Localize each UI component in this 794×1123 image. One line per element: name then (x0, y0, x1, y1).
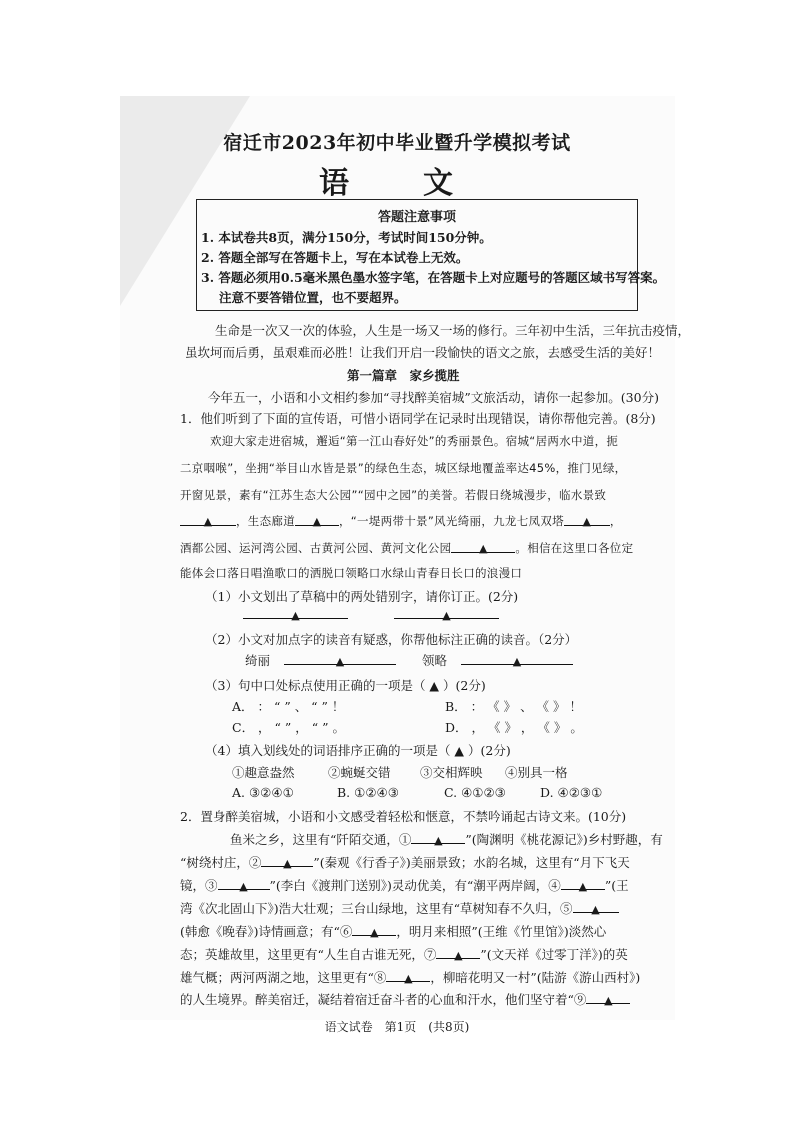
answer-blank[interactable]: ▲ (386, 970, 430, 982)
answer-blank[interactable]: ▲ (573, 901, 619, 913)
answer-blank[interactable]: ▲ (394, 607, 499, 619)
q2-line: 雄气概；两河两湖之地，这里更有“⑧ ▲ ，柳暗花明又一村”(陆游《游山西村》) (180, 970, 641, 985)
answer-blank[interactable]: ▲ (561, 878, 605, 890)
order-choice: C. ④①②③ (444, 785, 506, 800)
answer-blank[interactable]: ▲ (180, 514, 236, 526)
word-option: ③交相辉映 (420, 765, 483, 780)
answer-blank[interactable]: ▲ (243, 607, 348, 619)
q1-stem: 1．他们听到了下面的宣传语，可惜小语同学在记录时出现错误，请你帮他完善。(8分) (180, 411, 656, 426)
notice-box (196, 199, 666, 311)
q2-line: 态；英雄故里，这里更有“人生自古谁无死，⑦ ▲ ”(文天祥《过零丁洋》)的英 (180, 947, 628, 962)
q2-line: 鱼米之乡，这里有“阡陌交通，① ▲ ”(陶渊明《桃花源记》)乡村野趣，有 (205, 832, 663, 847)
exam-title: 宿迁市2023年初中毕业暨升学模拟考试 (223, 132, 571, 154)
answer-blank[interactable]: ▲ (295, 514, 339, 526)
answer-blank[interactable]: ▲ (218, 878, 270, 890)
word-option: ④别具一格 (505, 765, 568, 780)
subject-title: 语 文 (319, 166, 475, 201)
choice-c: C． ， “ ” ， “ ” 。 (232, 720, 345, 735)
answer-blank[interactable]: ▲ (411, 832, 465, 844)
q2-stem: 2．置身醉美宿城，小语和小文感受着轻松和惬意，不禁吟诵起古诗文来。(10分) (180, 809, 627, 824)
choice-a: A． ： “ ” 、 “ ” ！ (232, 699, 345, 714)
answer-blank[interactable]: ▲ (352, 924, 396, 936)
answer-blank[interactable]: ▲ (586, 992, 630, 1004)
answer-blank[interactable]: ▲ (451, 541, 515, 553)
answer-blank[interactable]: ▲ (564, 514, 610, 526)
answer-row (243, 607, 499, 622)
choice-b: B． ： 《 》 、 《 》 ！ (445, 699, 582, 714)
reading-row: 绮丽 ▲ 领略 ▲ (245, 651, 573, 669)
draft-line: 开窗见景，素有“江苏生态大公园”“园中之园”的美誉。若假日绕城漫步，临水景致 (180, 488, 607, 502)
order-choice: B. ①②④③ (337, 785, 399, 800)
q2-line: (韩愈《晚春》)诗情画意；有“⑥ ▲ ，明月来相照”(王维《竹里馆》)淡然心 (180, 924, 607, 939)
notice-heading: 答题注意事项 (377, 210, 456, 225)
draft-line: 二京咽喉”，坐拥“举目山水皆是景”的绿色生态，城区绿地覆盖率达45%，推门见绿， (180, 461, 627, 475)
notice-item: 3. 答题必须用0.5毫米黑色墨水签字笔，在答题卡上对应题号的答题区域书写答案。 (201, 270, 666, 285)
draft-line: 酒都公园、运河湾公园、古黄河公园、黄河文化公园 ▲ 。相信在这里口各位定 (180, 541, 634, 555)
q1-sub2: （2）小文对加点字的读音有疑惑，你帮他标注正确的读音。（2分） (205, 632, 578, 647)
word-option: ①趣意盎然 (232, 765, 295, 780)
notice-item: 2. 答题全部写在答题卡上，写在本试卷上无效。 (201, 250, 469, 265)
q1-sub4: （4）填入划线处的词语排序正确的一项是（ ▲ ）(2分) (205, 743, 511, 758)
q2-line: “树绕村庄，② ▲ ”(秦观《行香子》)美丽景致；水韵名城，这里有“月下飞天 (180, 855, 630, 870)
word-option: ②蜿蜒交错 (328, 765, 391, 780)
q1-sub3: （3）句中口处标点使用正确的一项是（ ▲ ）(2分) (205, 678, 486, 693)
draft-line: ▲ ，生态廊道 ▲ ，“一堤两带十景”风光绮丽，九龙七凤双塔 ▲ ， (180, 513, 622, 529)
order-choice: A. ③②④① (232, 785, 294, 800)
answer-blank[interactable]: ▲ (461, 653, 573, 665)
order-choice: D. ④②③① (540, 785, 603, 800)
answer-blank[interactable]: ▲ (284, 653, 396, 665)
intro-line: 虽坎坷而后勇，虽艰难而必胜！让我们开启一段愉快的语文之旅，去感受生活的美好！ (185, 345, 661, 360)
draft-line: 欢迎大家走进宿城，邂逅“第一江山春好处”的秀丽景色。宿城“居两水中道，扼 (210, 434, 619, 448)
page-footer: 语文试卷 第1页 (共8页) (324, 1020, 470, 1034)
choice-d: D． ， 《 》 ， 《 》 。 (445, 720, 583, 735)
answer-blank[interactable]: ▲ (436, 947, 480, 959)
q2-line: 镜，③ ▲ ”(李白《渡荆门送别》)灵动优美，有“潮平两岸阔，④ ▲ ”(王 (180, 878, 629, 893)
chapter-intro: 今年五一，小语和小文相约参加“寻找醉美宿城”文旅活动，请你一起参加。(30分) (208, 390, 659, 405)
intro-line: 生命是一次又一次的体验，人生是一场又一场的修行。三年初中生活，三年抗击疫情， (215, 323, 691, 338)
chapter-title: 第一篇章 家乡揽胜 (347, 368, 460, 383)
q1-sub1: （1）小文划出了草稿中的两处错别字，请你订正。(2分) (205, 589, 519, 604)
notice-item: 1. 本试卷共8页，满分150分，考试时间150分钟。 (201, 230, 492, 245)
answer-blank[interactable]: ▲ (261, 855, 313, 867)
q2-line: 的人生境界。醉美宿迁，凝结着宿迁奋斗者的心血和汗水，他们坚守着“⑨ ▲ (180, 990, 630, 1008)
draft-line: 能体会口落日唱渔歌口的洒脱口领略口水绿山青春日长口的浪漫口 (180, 566, 523, 580)
q2-line: 湾《次北固山下》)浩大壮观；三台山绿地，这里有“草树知春不久归，⑤ ▲ (180, 899, 619, 917)
notice-item: 注意不要答错位置，也不要超界。 (219, 290, 407, 305)
